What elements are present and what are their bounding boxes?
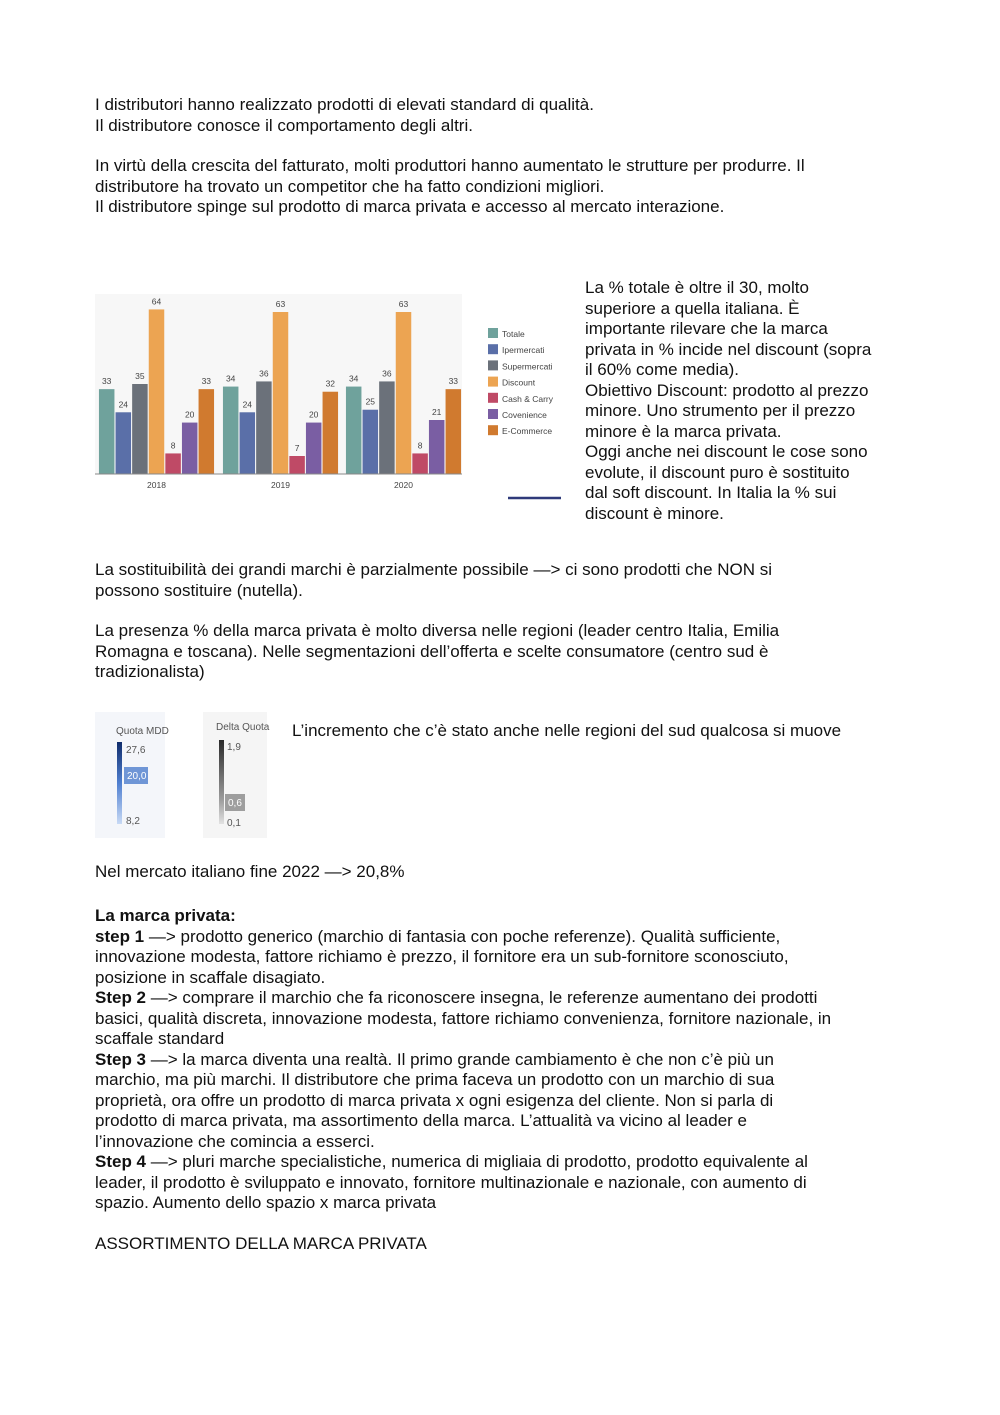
bar-totale-2020: [346, 387, 362, 474]
x-tick-label-2019: 2019: [271, 480, 290, 490]
bar-value-label: 24: [118, 399, 129, 410]
quota-gradient-bar: [117, 742, 122, 824]
bar-ipermercati-2018: [116, 412, 132, 474]
text-line: La % totale è oltre il 30, molto: [585, 278, 809, 297]
bar-value-label: 8: [417, 440, 423, 451]
quota-min-label: 8,2: [126, 816, 140, 827]
bar-e-commerce-2018: [199, 389, 215, 474]
legend-swatch-supermercati: [488, 360, 498, 370]
text-line: Oggi anche nei discount le cose sono: [585, 442, 868, 461]
bar-e-commerce-2020: [446, 389, 462, 474]
step-text: —> pluri marche specialistiche, numerica di migliaia di prodotto, prodotto equivalente al: [146, 1152, 808, 1171]
bar-value-label: 63: [275, 299, 286, 309]
bar-value-label: 8: [170, 440, 176, 451]
text-line: minore. Uno strumento per il prezzo: [585, 401, 856, 420]
bar-discount-2020: [396, 312, 412, 474]
legend-label: Ipermercati: [502, 345, 545, 356]
text-line: I distributori hanno realizzato prodotti di elevati standard di qualità.: [95, 95, 594, 114]
legend-label: Cash & Carry: [502, 393, 554, 404]
step-label: Step 4: [95, 1152, 147, 1171]
bar-discount-2019: [273, 312, 289, 474]
increment-note: L’incremento che c’è stato anche nelle regioni del sud qualcosa si muove: [292, 721, 842, 740]
x-tick-label-2018: 2018: [147, 480, 166, 490]
text-line: Romagna e toscana). Nelle segmentazioni dell’offerta e scelte consumatore (centro sud è: [95, 641, 769, 661]
delta-gradient-bar: [219, 740, 224, 824]
text-line: distributore ha trovato un competitor che ha fatto condizioni migliori.: [95, 176, 605, 196]
legend-swatch-ipermercati: [488, 344, 498, 354]
bar-supermercati-2018: [132, 384, 148, 474]
bar-value-label: 21: [431, 407, 442, 417]
step-text: scaffale standard: [95, 1029, 225, 1048]
intro-paragraph: [95, 95, 915, 136]
bar-value-label: 33: [101, 376, 112, 387]
bar-value-label: 35: [135, 371, 145, 381]
private-label-share-bar-chart: [90, 280, 565, 505]
regional-paragraph: [95, 621, 915, 683]
bar-discount-2018: [149, 309, 165, 474]
step-text: prodotto di marca privata, ma assortimento della marca. L’attualità va vicino al leader e: [95, 1111, 747, 1130]
step-text: spazio. Aumento dello spazio x marca privata: [95, 1193, 437, 1212]
text-line: evolute, il discount puro è sostituito: [585, 462, 850, 482]
legend-label: E-Commerce: [502, 426, 553, 437]
discount-commentary: [585, 278, 915, 524]
bar-totale-2018: [99, 389, 115, 474]
quota-max-label: 27,6: [126, 745, 146, 756]
step-text: marchio, ma più marchi. Il distributore che prima faceva un prodotto con un marchio di sua: [95, 1070, 775, 1089]
bar-value-label: 20: [184, 409, 195, 420]
legend-label: Covenience: [502, 410, 547, 420]
step-text: leader, il prodotto è sviluppato e innovato, fornitore multinazionale e nazionale, con aumento di: [95, 1172, 807, 1192]
text-line: Il distributore conosce il comportamento degli altri.: [95, 115, 473, 135]
marca-privata-steps: [95, 906, 915, 1214]
bar-cash-carry-2018: [165, 453, 181, 474]
step-text: —> comprare il marchio che fa riconoscere insegna, le referenze aumentano dei prodotti: [146, 988, 818, 1007]
market-share-line: Nel mercato italiano fine 2022 —> 20,8%: [95, 862, 405, 881]
quota-mid-label: 20,0: [127, 771, 147, 782]
text-line: Il distributore spinge sul prodotto di marca privata e accesso al mercato interazione.: [95, 197, 725, 216]
assortment-heading: ASSORTIMENTO DELLA MARCA PRIVATA: [95, 1234, 427, 1253]
text-line: Obiettivo Discount: prodotto al prezzo: [585, 380, 869, 400]
legend-label: Discount: [502, 377, 536, 388]
text-line: importante rilevare che la marca: [585, 319, 828, 338]
bar-ipermercati-2019: [240, 412, 256, 474]
bar-covenience-2020: [429, 420, 445, 474]
bar-value-label: 34: [225, 373, 236, 384]
text-line: La presenza % della marca privata è molto diversa nelle regioni (leader centro Italia, Emilia: [95, 621, 780, 640]
legend-swatch-covenience: [488, 409, 498, 419]
step-text: —> prodotto generico (marchio di fantasia con poche referenze). Qualità sufficiente,: [144, 926, 781, 946]
bar-value-label: 24: [242, 399, 253, 410]
step-label: step 1: [95, 926, 145, 946]
growth-paragraph: [95, 156, 915, 218]
bar-e-commerce-2019: [323, 392, 339, 474]
text-line: superiore a quella italiana. È: [585, 298, 800, 318]
text-line: possono sostituire (nutella).: [95, 580, 303, 600]
bar-value-label: 36: [259, 368, 269, 379]
section-heading: La marca privata:: [95, 906, 236, 925]
bar-value-label: 36: [382, 368, 392, 379]
bar-value-label: 25: [365, 396, 376, 407]
text-line: In virtù della crescita del fatturato, molti produttori hanno aumentato le strutture per produrre. Il: [95, 156, 805, 175]
step-text: basici, qualità discreta, innovazione modesta, fattore richiamo convenienza, fornitore nazionale, in: [95, 1008, 832, 1028]
x-tick-label-2020: 2020: [394, 480, 413, 490]
step-text: —> la marca diventa una realtà. Il primo grande cambiamento è che non c’è più un: [146, 1049, 774, 1069]
delta-mid-label: 0,6: [228, 798, 242, 809]
legend-swatch-e-commerce: [488, 425, 498, 435]
substitutability-paragraph: [95, 560, 915, 601]
bar-cash-carry-2019: [289, 456, 305, 474]
step-text: posizione in scaffale disagiato.: [95, 967, 326, 987]
bar-cash-carry-2020: [412, 453, 428, 474]
legend-label: Supermercati: [502, 361, 553, 372]
legend-swatch-totale: [488, 328, 498, 338]
bar-covenience-2018: [182, 423, 198, 474]
text-line: tradizionalista): [95, 662, 205, 681]
text-line: discount è minore.: [585, 503, 724, 523]
bar-value-label: 34: [348, 373, 359, 384]
step-text: innovazione modesta, fattore richiamo è prezzo, il fornitore era un sub-fornitore sconosciuto,: [95, 947, 789, 966]
bar-supermercati-2019: [256, 381, 272, 474]
delta-legend-title: Delta Quota: [216, 722, 270, 733]
text-line: La sostituibilità dei grandi marchi è parzialmente possibile —> ci sono prodotti che NON si: [95, 560, 773, 579]
bar-value-label: 7: [294, 443, 300, 453]
text-line: minore è la marca privata.: [585, 421, 782, 441]
bar-value-label: 33: [201, 376, 212, 387]
step-label: Step 3: [95, 1049, 147, 1069]
bar-value-label: 63: [398, 299, 409, 309]
text-line: dal soft discount. In Italia la % sui: [585, 483, 837, 502]
legend-swatch-discount: [488, 377, 498, 387]
quota-legend-title: Quota MDD: [116, 726, 169, 737]
bar-value-label: 20: [308, 409, 319, 420]
bar-ipermercati-2020: [363, 410, 379, 474]
step-text: proprietà, ora offre un prodotto di marca privata x ogni esigenza del cliente. Non si parla di: [95, 1090, 774, 1110]
bar-totale-2019: [223, 387, 239, 474]
text-line: privata in % incide nel discount (sopra: [585, 339, 872, 359]
bar-supermercati-2020: [379, 381, 395, 474]
delta-min-label: 0,1: [227, 818, 241, 829]
delta-max-label: 1,9: [227, 742, 241, 753]
text-line: il 60% come media).: [585, 360, 740, 379]
map-legend-scales: [95, 712, 275, 840]
step-text: l’innovazione che comincia a esserci.: [95, 1131, 375, 1151]
bar-value-label: 64: [151, 296, 162, 307]
bar-covenience-2019: [306, 423, 322, 474]
legend-swatch-cash-carry: [488, 393, 498, 403]
bar-value-label: 33: [448, 376, 459, 387]
step-label: Step 2: [95, 988, 147, 1007]
legend-label: Totale: [502, 329, 525, 339]
bar-value-label: 32: [325, 378, 336, 389]
